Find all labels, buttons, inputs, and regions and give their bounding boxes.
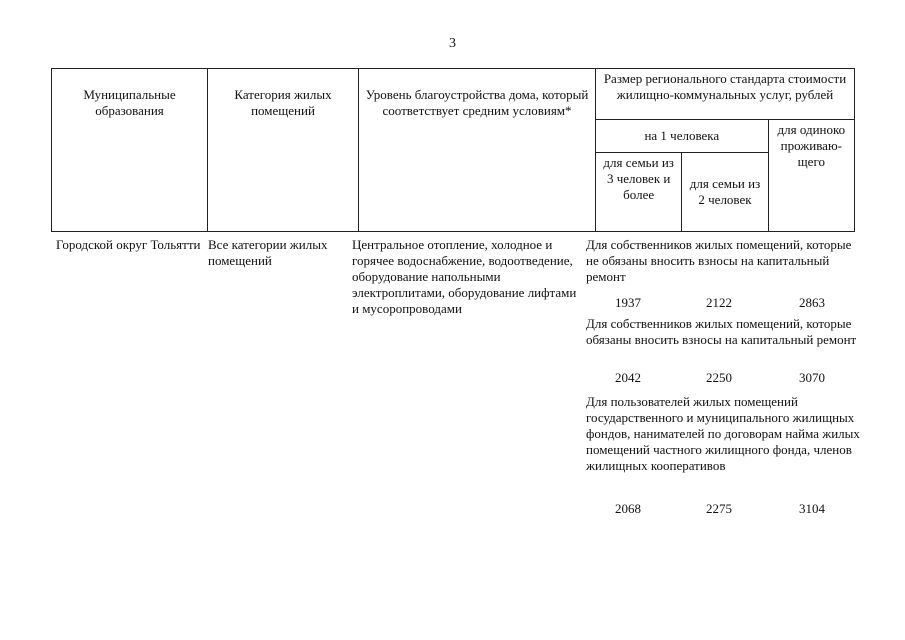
value-family2: 2122 [706, 295, 732, 310]
header-level: Уровень благоустройства дома, который соответствует средним условиям* [359, 69, 596, 232]
value-single: 3070 [799, 370, 825, 385]
value-single: 3104 [799, 501, 825, 516]
header-category: Категория жилых помещений [208, 69, 359, 232]
header-family3: для семьи из 3 человек и более [596, 153, 682, 232]
row-category: Все категории жилых помещений [208, 237, 328, 268]
block-label: Для собственников жилых помещений, которые не обязаны вносить взносы на капитальный ремонт [586, 237, 852, 284]
header-per-person: на 1 человека [596, 120, 769, 153]
block-label: Для пользователей жилых помещений государственного и муниципального жилищных фондов, нанимателей по договорам найма жилых помещений частного жилищного фонда, членов жилищных кооперативов [586, 394, 860, 473]
value-family2: 2250 [706, 370, 732, 385]
header-single: для одиноко проживаю-щего [768, 120, 854, 232]
row-level: Центральное отопление, холодное и горячее водоснабжение, водоотведение, оборудование напольными электроплитами, оборудование лифтами и мусоропроводами [352, 237, 577, 316]
page-number: 3 [449, 36, 456, 51]
table-header [51, 68, 855, 232]
value-family3: 1937 [615, 295, 641, 310]
header-municipality: Муниципальные образования [52, 69, 208, 232]
header-family2: для семьи из 2 человек [682, 153, 768, 232]
header-standard: Размер регионального стандарта стоимости жилищно-коммунальных услуг, рублей [596, 69, 855, 120]
value-single: 2863 [799, 295, 825, 310]
value-family3: 2068 [615, 501, 641, 516]
value-family2: 2275 [706, 501, 732, 516]
value-family3: 2042 [615, 370, 641, 385]
row-municipality: Городской округ Тольятти [56, 237, 201, 252]
block-label: Для собственников жилых помещений, которые обязаны вносить взносы на капитальный ремонт [586, 316, 857, 347]
